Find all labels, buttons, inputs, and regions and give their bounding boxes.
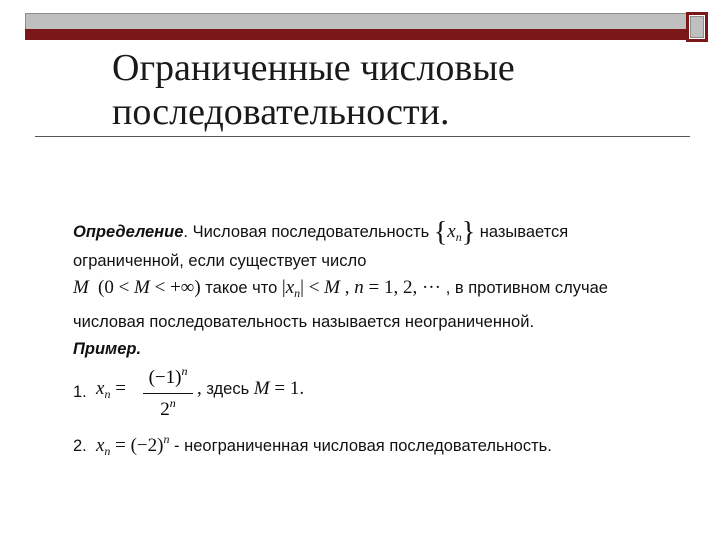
ex2-exp: n — [163, 432, 170, 446]
abs-close: | — [300, 277, 304, 298]
ex1-val: = 1. — [269, 378, 305, 399]
top-accent-bar — [25, 29, 688, 40]
title-divider — [35, 136, 690, 137]
ex2-n: n — [104, 444, 111, 458]
definition-line-2: ограниченной, если существует число — [73, 252, 367, 270]
example-label: Пример. — [73, 340, 142, 358]
example-2 — [73, 432, 552, 459]
ex1-numer-base: (−1) — [148, 367, 182, 388]
ex1-numer-exp: n — [181, 364, 188, 378]
ex2-x: x — [95, 435, 105, 456]
ex1-here: здесь — [201, 380, 254, 398]
ex1-numerator — [142, 364, 194, 389]
definition-dot: . — [183, 223, 188, 241]
definition-line-1 — [73, 217, 568, 249]
index-values: = 1, 2, ··· — [363, 277, 446, 298]
bound-M-2: M — [324, 277, 340, 298]
corner-decor-inner — [690, 16, 704, 38]
comma-sep: , — [340, 277, 355, 298]
abs-open: | — [281, 277, 286, 298]
ex1-M: M — [253, 378, 270, 399]
example-1-lhs — [96, 378, 126, 402]
definition-text-1: Числовая последовательность — [188, 223, 434, 241]
ex1-fraction-bar — [143, 393, 193, 394]
ex1-x: x — [96, 378, 105, 399]
ex1-comma: , — [197, 378, 202, 399]
index-n: n — [354, 277, 364, 298]
definition-line-3 — [73, 277, 608, 301]
abs-x: x — [285, 277, 295, 298]
abs-n: n — [294, 286, 301, 300]
seq-n: n — [455, 230, 462, 244]
bound-cond-end: < +∞) — [149, 277, 201, 298]
ex2-eq: = (−2) — [110, 435, 164, 456]
ex1-denom-base: 2 — [160, 399, 170, 420]
slide-title-line1: Ограниченные числовые — [112, 47, 515, 89]
definition-label: Определение — [73, 223, 184, 241]
ex1-denominator — [142, 396, 194, 421]
slide-title — [112, 46, 672, 134]
definition-text-2: называется — [475, 223, 569, 241]
definition-line-4: числовая последовательность называется неограниченной. — [73, 313, 535, 331]
lt-sign: < — [303, 277, 325, 298]
definition-text-3: такое что — [200, 279, 282, 297]
seq-x: x — [447, 221, 456, 242]
bound-M: M — [73, 277, 89, 298]
ex2-number: 2. — [73, 437, 87, 455]
ex2-text: - неограниченная числовая последовательность. — [169, 437, 552, 455]
bound-cond: (0 < — [98, 277, 135, 298]
example-1-number: 1. — [73, 383, 87, 401]
bound-cond-M: M — [134, 277, 150, 298]
ex1-denom-exp: n — [169, 396, 176, 410]
brace-open: { — [433, 217, 448, 248]
brace-close: } — [461, 217, 476, 248]
slide-title-line2: последовательности. — [112, 91, 450, 133]
definition-text-4: , в противном случае — [445, 279, 608, 297]
ex1-n: n — [104, 387, 111, 401]
example-1-rhs — [197, 378, 304, 400]
ex1-eq: = — [110, 378, 126, 399]
